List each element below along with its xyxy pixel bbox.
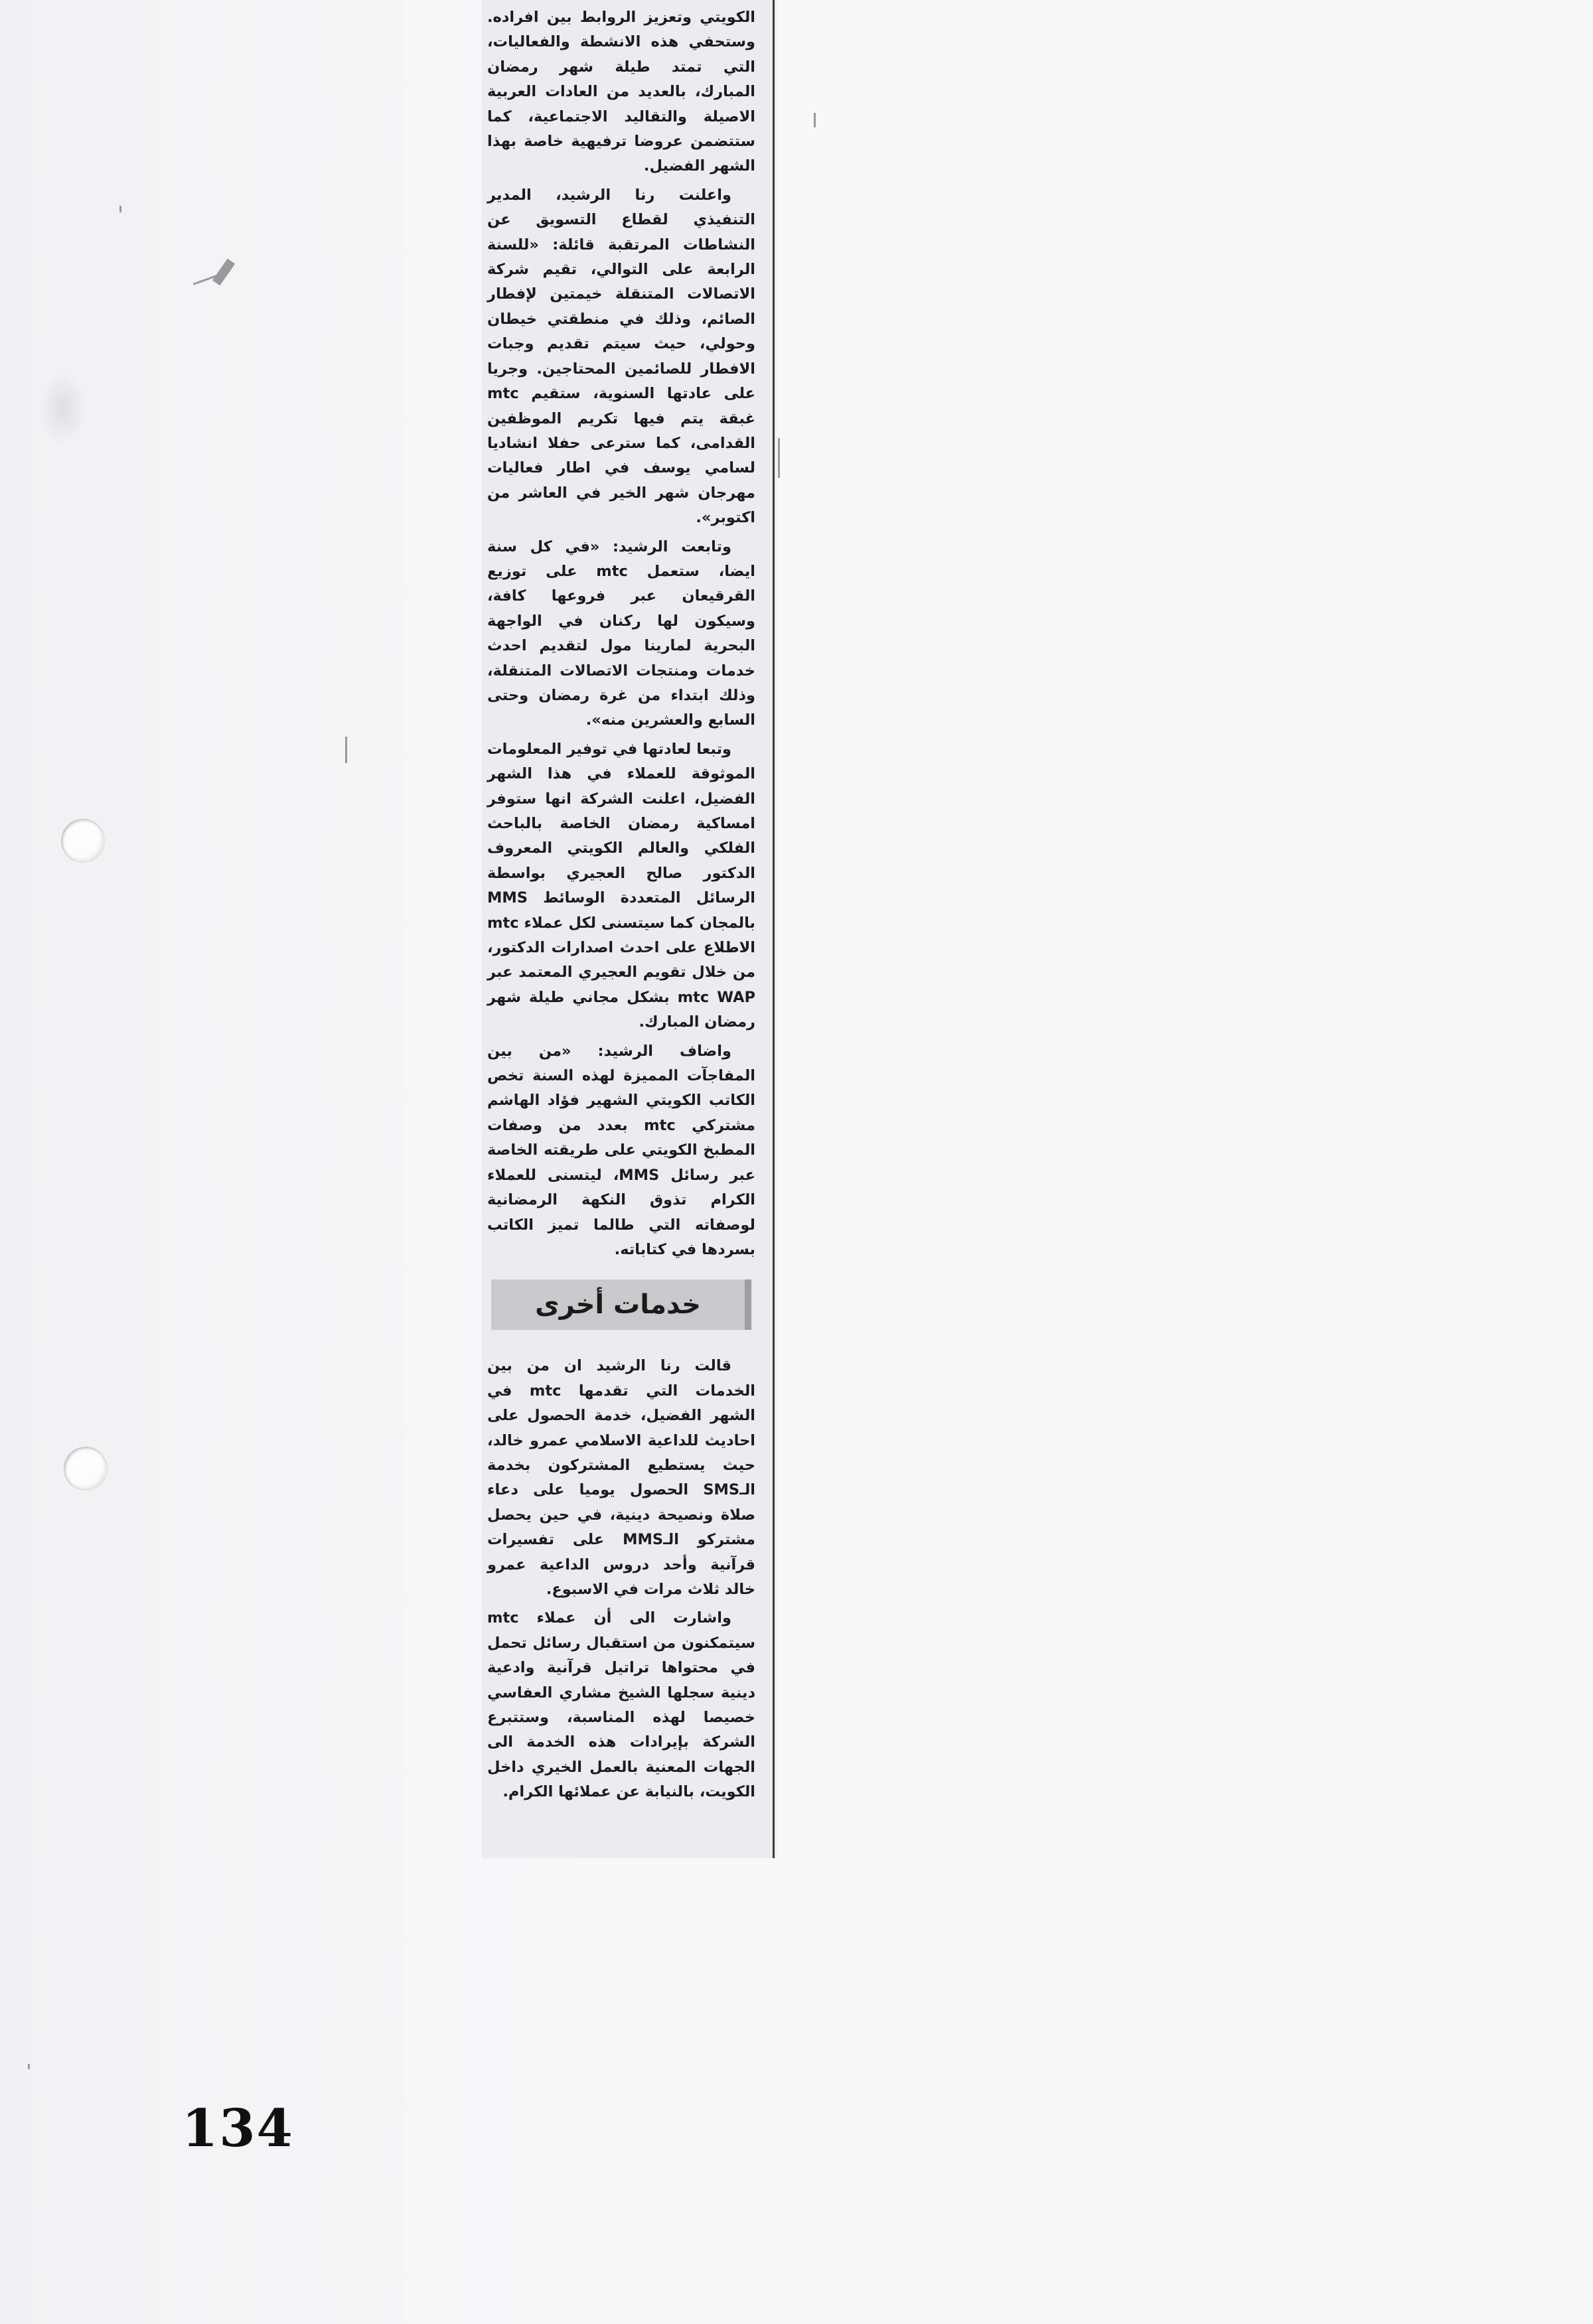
column-rule [773,0,775,1858]
paper-smudge [40,372,86,445]
article-paragraph: واعلنت رنا الرشيد، المدير التنفيذي لقطاع التسويق عن النشاطات المرتقبة قائلة: «للسنة الرابعة على التوالي، تقيم شركة الاتصالات المتنقلة خيمتين لإفطار الصائم، وذلك في منطقتي خيطان وحولي، حيث سيتم تقديم وجبات الافطار للصائمين المحتاجين. وجريا على عادتها السنوية، ستقيم mtc غبقة يتم فيها تكريم الموظفين القدامى، كما سترعى حفلا انشاديا لسامي يوسف في اطار فعاليات مهرجان شهر الخير في العاشر من اكتوبر». [487,186,755,527]
article-paragraph: الكويتي وتعزيز الروابط بين افراده. وستحفي هذه الانشطة والفعاليات، التي تمتد طيلة شهر رمضان المبارك، بالعديد من العادات العربية الاصيلة والتقاليد الاجتماعية، كما ستتضمن عروضا ترفيهية خاصة بهذا الشهر الفضيل. [487,9,755,175]
ink-speck [778,438,780,478]
section-heading: خدمات أخرى [491,1279,751,1330]
article-paragraph: وتابعت الرشيد: «في كل سنة ايضا، ستعمل mtc على توزيع القرقيعان عبر فروعها كافة، وسيكون لها ركنان في الواجهة البحرية لمارينا مول لتقديم احدث خدمات ومنتجات الاتصالات المتنقلة، وذلك ابتداء من غرة رمضان وحتى السابع والعشرين منه». [487,538,755,729]
page-number: 134 [182,2098,294,2159]
punch-hole [64,1447,108,1490]
ink-speck [119,206,121,212]
article-paragraph: قالت رنا الرشيد ان من بين الخدمات التي تقدمها mtc في الشهر الفضيل، خدمة الحصول على احاديث للداعية الاسلامي عمرو خالد، حيث يستطيع المشتركون بخدمة الـSMS الحصول يوميا على دعاء صلاة ونصيحة دينية، في حين يحصل مشتركو الـMMS على تفسيرات قرآنية وأحد دروس الداعية عمرو خالد ثلاث مرات في الاسبوع. [487,1357,755,1598]
ink-speck [345,737,347,763]
ink-speck [28,2064,30,2069]
ink-speck [814,113,816,127]
punch-hole [61,819,105,863]
article-paragraph: وتبعا لعادتها في توفير المعلومات الموثوقة للعملاء في هذا الشهر الفضيل، اعلنت الشركة انها ستوفر امساكية رمضان الخاصة بالباحث الفلكي والعالم الكويتي المعروف الدكتور صالح العجيري بواسطة الرسائل المتعددة الوسائط MMS بالمجان كما سيتسنى لكل عملاء mtc الاطلاع على احدث اصدارات الدكتور، من خلال تقويم العجيري المعتمد عبر mtc WAP بشكل مجاني طيلة شهر رمضان المبارك. [487,740,755,1031]
article-paragraph: واضاف الرشيد: «من بين المفاجآت المميزة لهذه السنة تخص الكاتب الكويتي الشهير فؤاد الهاشم مشتركي mtc بعدد من وصفات المطبخ الكويتي على طريقته الخاصة عبر رسائل MMS، ليتسنى للعملاء الكرام تذوق النكهة الرمضانية لوصفاته التي طالما تميز الكاتب بسردها في كتاباته. [487,1042,755,1258]
article-column [487,5,755,1809]
article-paragraph: واشارت الى أن عملاء mtc سيتمكنون من استقبال رسائل تحمل في محتواها تراتيل قرآنية وادعية دينية سجلها الشيخ مشاري العفاسي خصيصا لهذه المناسبة، وستتبرع الشركة بإيرادات هذه الخدمة الى الجهات المعنية بالعمل الخيري داخل الكويت، بالنيابة عن عملائها الكرام. [487,1609,755,1801]
